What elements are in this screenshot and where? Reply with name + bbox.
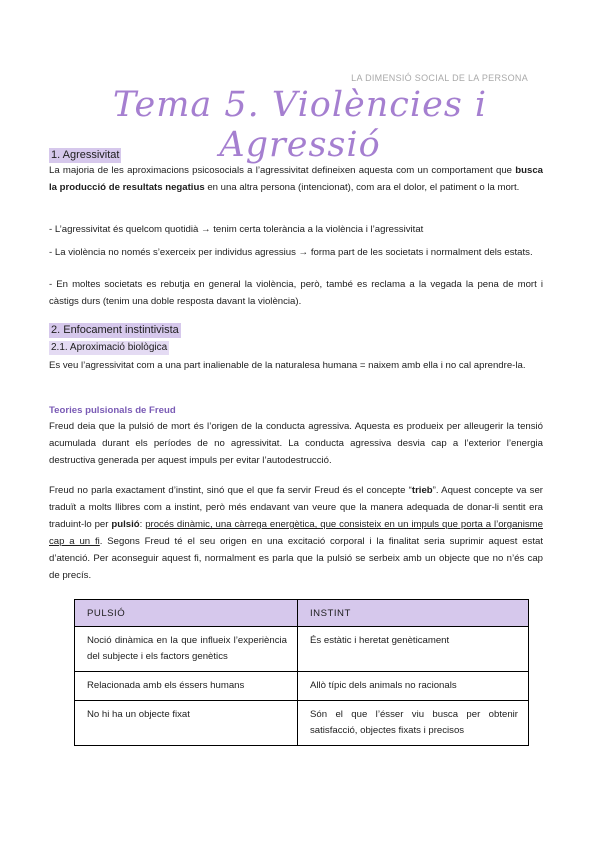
bullet-quotidia: - L’agressivitat és quelcom quotidià → tenim certa tolerància a la violència i l’agressivitat bbox=[49, 224, 424, 235]
bullet-doble-resposta: - En moltes societats es rebutja en general la violència, però, també es reclama a la vegada la pena de mort i càstigs durs (tenim una doble resposta davant la violència). bbox=[49, 279, 543, 307]
table-cell: Allò típic dels animals no racionals bbox=[298, 672, 529, 701]
bullet-violencia-societats: - La violència no només s’exerceix per individus agressius → forma part de les societats i normalment dels estats. bbox=[49, 247, 533, 258]
column-header-pulsio: PULSIÓ bbox=[75, 600, 298, 627]
table-cell: Són el que l’ésser viu busca per obtenir satisfacció, objectes fixats i precisos bbox=[298, 701, 529, 746]
section-heading-instintivista: 2. Enfocament instintivista bbox=[51, 324, 179, 336]
page-title: Tema 5. Violències i Agressió bbox=[112, 85, 488, 165]
table-cell: No hi ha un objecte fixat bbox=[75, 701, 298, 746]
table-cell: Noció dinàmica en la que influeix l’experiència del subjecte i els factors genètics bbox=[75, 627, 298, 672]
table-row bbox=[75, 672, 529, 701]
subsection-heading-biologica: 2.1. Aproximació biològica bbox=[51, 342, 168, 353]
table-row bbox=[75, 701, 529, 746]
table-cell: És estàtic i heretat genèticament bbox=[298, 627, 529, 672]
paragraph-aproximacio: Es veu l’agressivitat com a una part inalienable de la naturalesa humana = naixem amb ella i no cal aprendre-la. bbox=[49, 360, 526, 371]
table-header-row bbox=[75, 600, 529, 627]
paragraph-pulsio-mort: Freud deia que la pulsió de mort és l’origen de la conducta agressiva. Aquesta es produeix per alleugerir la tensió acumulada durant els períodes de no agressivitat. La conducta agressiva desvia cap a l’exterior l’energia destructiva generada per aquest impuls per evitar l’autodestrucció. bbox=[49, 421, 543, 466]
paragraph-definition: La majoria de les aproximacions psicosocials a l’agressivitat defineixen aquesta com un comportament que busca la producció de resultats negatius en una altra persona (intencionat), com ara el dolor, el patiment o la mort. bbox=[49, 165, 543, 193]
section-heading-agressivitat: 1. Agressivitat bbox=[51, 149, 120, 161]
paragraph-trieb: Freud no parla exactament d’instint, sinó que el que fa servir Freud és el concepte “trieb”. Aquest concepte va ser traduït a molts llibres com a instint, però més endavant van veure que la manera adequada de donar-li sentit era traduint-lo per pulsió: procés dinàmic, una càrrega energètica, que consisteix en un impuls que porta a l’organisme cap a un fi. Segons Freud té el seu origen en una excitació corporal i la finalitat seria suprimir aquest estat d’atenció. Per aconseguir aquest fi, normalment es parla que la pulsió se serbeix amb un objecte que no n’és cap de precís. bbox=[49, 485, 543, 581]
table-cell: Relacionada amb els éssers humans bbox=[75, 672, 298, 701]
table-row bbox=[75, 627, 529, 672]
comparison-table bbox=[74, 599, 529, 746]
column-header-instint: INSTINT bbox=[298, 600, 529, 627]
freud-heading: Teories pulsionals de Freud bbox=[49, 405, 176, 416]
running-header: LA DIMENSIÓ SOCIAL DE LA PERSONA bbox=[351, 73, 528, 83]
